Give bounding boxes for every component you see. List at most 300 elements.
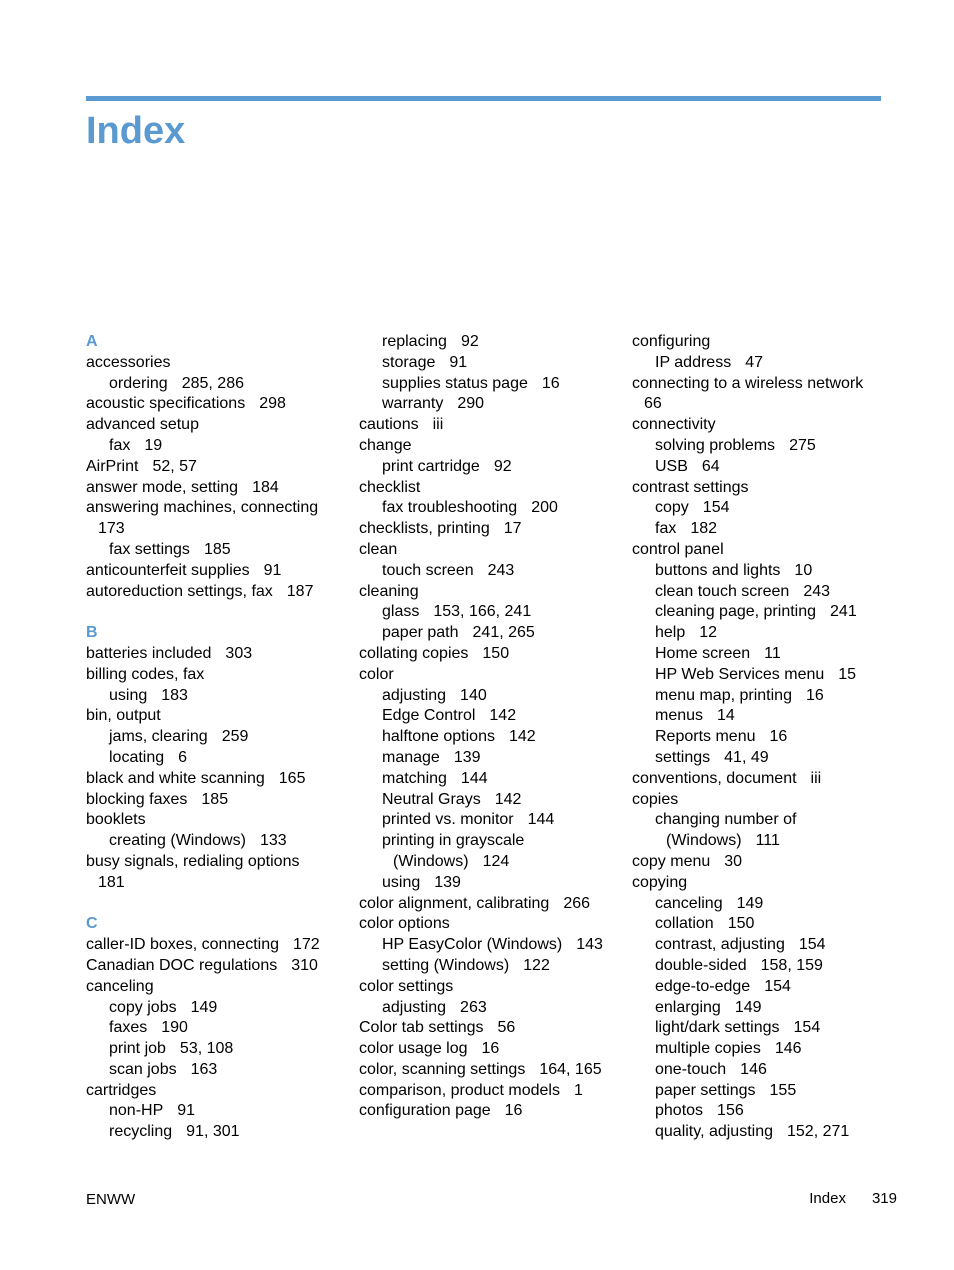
page-title: Index: [86, 110, 186, 152]
index-term: cartridges: [86, 1081, 157, 1099]
index-page-refs: 91: [263, 561, 282, 579]
index-entry: [359, 935, 621, 956]
index-term: caller-ID boxes, connecting: [86, 936, 279, 954]
index-entry: [86, 415, 348, 436]
index-page-refs: 16: [481, 1040, 500, 1058]
index-page-refs: 142: [489, 707, 517, 725]
index-term: accessories: [86, 353, 171, 371]
index-entry: [359, 602, 621, 623]
index-term: Canadian DOC regulations: [86, 956, 278, 974]
index-entry: [86, 561, 348, 582]
index-entry: [632, 478, 894, 499]
index-term: menu map, printing: [655, 686, 792, 704]
index-term: recycling: [109, 1123, 173, 1141]
index-term: using: [382, 873, 421, 891]
index-page-refs: 16: [805, 686, 824, 704]
index-term: adjusting: [382, 998, 447, 1016]
index-entry: [632, 582, 894, 603]
index-term: contrast, adjusting: [655, 936, 785, 954]
index-entry: [86, 956, 348, 977]
index-page-refs: 266: [563, 894, 591, 912]
index-entry: [359, 686, 621, 707]
index-entry: [86, 540, 348, 561]
index-term: canceling: [655, 894, 723, 912]
index-term: enlarging: [655, 998, 721, 1016]
index-entry: [86, 436, 348, 457]
index-entry: [86, 1081, 348, 1102]
index-entry: [632, 394, 894, 415]
index-entry: [86, 769, 348, 790]
index-page-refs: 16: [769, 728, 788, 746]
index-term: help: [655, 624, 686, 642]
index-entry: [86, 727, 348, 748]
index-entry: [86, 1101, 348, 1122]
index-page-refs: 91: [449, 353, 468, 371]
index-term: copy menu: [632, 852, 711, 870]
index-page-refs: 91: [177, 1102, 196, 1120]
index-section-letter: B: [86, 624, 98, 642]
index-page-refs: 164, 165: [539, 1060, 602, 1078]
index-entry: [632, 436, 894, 457]
index-term: checklist: [359, 478, 421, 496]
index-entry: [632, 1039, 894, 1060]
index-term: fax: [655, 520, 677, 538]
index-page-refs: 92: [460, 333, 479, 350]
index-entry: [632, 353, 894, 374]
index-page-refs: 165: [278, 769, 306, 787]
index-page-refs: 241: [830, 603, 857, 621]
index-page-refs: 172: [292, 936, 320, 954]
index-term: fax: [109, 436, 131, 454]
index-page-refs: 91, 301: [186, 1123, 240, 1141]
index-term: color options: [359, 915, 450, 933]
index-entry: [632, 561, 894, 582]
index-term: photos: [655, 1102, 704, 1120]
index-term: edge-to-edge: [655, 977, 751, 995]
index-term: print cartridge: [382, 457, 480, 475]
section-gap: [86, 894, 348, 915]
page-number: 319: [871, 1190, 897, 1207]
index-term: connectivity: [632, 416, 716, 434]
index-term: acoustic specifications: [86, 395, 246, 413]
index-term: manage: [382, 748, 440, 766]
index-page-refs: 139: [453, 748, 481, 766]
index-term: answering machines, connecting: [86, 499, 319, 517]
index-term: matching: [382, 769, 447, 787]
index-entry: [359, 623, 621, 644]
index-entry: [632, 1101, 894, 1122]
index-term: jams, clearing: [109, 728, 208, 746]
index-page-refs: 155: [769, 1081, 797, 1099]
index-page-refs: 146: [740, 1060, 767, 1078]
index-page-refs: 259: [221, 728, 249, 746]
index-term: billing codes, fax: [86, 665, 205, 683]
index-page-refs: 11: [764, 644, 781, 662]
index-term: color, scanning settings: [359, 1060, 526, 1078]
index-term: non-HP: [109, 1102, 164, 1120]
index-term: copy: [655, 499, 689, 517]
index-page-refs: 122: [523, 956, 550, 974]
index-entry: [86, 977, 348, 998]
footer-doc-code: ENWW: [86, 1191, 136, 1208]
index-page-refs: iii: [810, 769, 822, 787]
index-entry: [359, 374, 621, 395]
index-entry: [632, 374, 894, 395]
index-term: IP address: [655, 353, 732, 371]
index-page-refs: 156: [717, 1102, 744, 1120]
index-page-refs: 149: [734, 998, 762, 1016]
index-page-refs: 53, 108: [179, 1040, 234, 1058]
index-page-refs: 290: [457, 395, 485, 413]
index-term: Neutral Grays: [382, 790, 481, 808]
index-term: using: [109, 686, 148, 704]
index-term: advanced setup: [86, 416, 199, 434]
index-entry: [86, 998, 348, 1019]
index-entry: [86, 582, 348, 603]
index-term: cautions: [359, 416, 419, 434]
index-term: Reports menu: [655, 728, 756, 746]
index-term: autoreduction settings, fax: [86, 582, 273, 600]
index-term: AirPrint: [86, 457, 139, 475]
index-term: locating: [109, 748, 165, 766]
index-term: batteries included: [86, 644, 212, 662]
index-term: scan jobs: [109, 1060, 177, 1078]
index-term: clean touch screen: [655, 582, 790, 600]
index-entry: [86, 457, 348, 478]
index-term: solving problems: [655, 436, 776, 454]
index-page-refs: 14: [717, 707, 735, 725]
index-term: light/dark settings: [655, 1019, 780, 1037]
index-entry: [359, 790, 621, 811]
index-entry: [632, 540, 894, 561]
index-page-refs: 30: [724, 852, 743, 870]
index-term: cleaning: [359, 582, 419, 600]
index-entry: [632, 332, 894, 353]
index-page-refs: 243: [487, 561, 515, 579]
index-entry: [86, 394, 348, 415]
index-entry: [632, 956, 894, 977]
index-term: faxes: [109, 1019, 148, 1037]
index-entry: [632, 665, 894, 686]
index-page-refs: 185: [201, 790, 229, 808]
index-page-refs: 182: [690, 520, 718, 538]
index-entry: [632, 769, 894, 790]
index-term: comparison, product models: [359, 1081, 560, 1099]
index-term: anticounterfeit supplies: [86, 561, 250, 579]
index-term: copy jobs: [109, 998, 177, 1016]
index-entry: [632, 810, 894, 831]
section-gap: [86, 602, 348, 623]
index-term: quality, adjusting: [655, 1123, 773, 1141]
index-term: touch screen: [382, 561, 474, 579]
index-page-refs: 158, 159: [760, 956, 823, 974]
index-page-refs: 153, 166, 241: [433, 603, 532, 621]
index-term: copying: [632, 873, 688, 891]
index-term: collation: [655, 915, 714, 933]
index-entry: [359, 519, 621, 540]
index-term: Home screen: [655, 644, 751, 662]
index-entry: [359, 769, 621, 790]
index-entry: [632, 457, 894, 478]
index-term: 66: [644, 395, 662, 413]
index-page-refs: 16: [504, 1102, 523, 1120]
index-term: answer mode, setting: [86, 478, 239, 496]
index-page-refs: 15: [838, 665, 857, 683]
index-entry: [359, 956, 621, 977]
index-section-letter: A: [86, 333, 98, 350]
index-term: replacing: [382, 333, 447, 350]
index-term: collating copies: [359, 644, 469, 662]
index-page-refs: 303: [225, 644, 253, 662]
index-page-refs: 298: [259, 395, 286, 413]
index-page-refs: 10: [794, 561, 813, 579]
index-term: ordering: [109, 374, 168, 392]
index-page-refs: 200: [531, 499, 558, 517]
index-entry: [86, 519, 348, 540]
index-page-refs: 310: [291, 956, 318, 974]
index-page-refs: 16: [541, 374, 560, 392]
index-entry: [359, 332, 621, 353]
index-term: connecting to a wireless network: [632, 374, 864, 392]
index-page-refs: 142: [508, 728, 536, 746]
index-page-refs: 163: [190, 1060, 218, 1078]
index-entry: [359, 457, 621, 478]
index-page-refs: 190: [161, 1019, 188, 1037]
index-page-refs: 144: [460, 769, 488, 787]
index-entry: [359, 394, 621, 415]
index-term: storage: [382, 353, 436, 371]
index-entry: [359, 852, 621, 873]
index-term: color: [359, 665, 394, 683]
index-page-refs: 56: [497, 1019, 516, 1037]
index-page-refs: 149: [190, 998, 218, 1016]
index-page-refs: 12: [699, 624, 718, 642]
index-page-refs: 241, 265: [472, 624, 535, 642]
index-entry: [359, 1101, 621, 1122]
index-entry: [359, 561, 621, 582]
index-term: warranty: [382, 395, 444, 413]
index-entry: [632, 790, 894, 811]
index-entry: [86, 665, 348, 686]
index-entry: [86, 810, 348, 831]
index-entry: [86, 498, 348, 519]
index-term: clean: [359, 540, 398, 558]
index-entry: [359, 873, 621, 894]
index-entry: [86, 790, 348, 811]
index-page-refs: 143: [576, 936, 603, 954]
index-page-refs: 243: [803, 582, 831, 600]
index-entry: [632, 706, 894, 727]
index-term: Color tab settings: [359, 1019, 484, 1037]
index-page-refs: 275: [789, 436, 816, 454]
index-section-letter: C: [86, 915, 98, 933]
index-entry: [632, 686, 894, 707]
index-page-refs: 185: [203, 540, 231, 558]
index-entry: [86, 1039, 348, 1060]
index-term: canceling: [86, 977, 154, 995]
index-term: black and white scanning: [86, 769, 265, 787]
index-entry: [359, 1081, 621, 1102]
index-page-refs: 111: [755, 832, 780, 850]
index-entry: [632, 748, 894, 769]
index-term: buttons and lights: [655, 561, 781, 579]
index-entry: [632, 831, 894, 852]
index-term: checklists, printing: [359, 520, 490, 538]
index-term: configuring: [632, 333, 711, 350]
index-entry: [359, 353, 621, 374]
index-entry: [359, 644, 621, 665]
index-term: bin, output: [86, 707, 161, 725]
index-entry: [359, 998, 621, 1019]
index-page-refs: 146: [774, 1040, 802, 1058]
index-entry: [86, 1060, 348, 1081]
index-term: color usage log: [359, 1040, 468, 1058]
index-entry: [359, 498, 621, 519]
index-entry: [632, 935, 894, 956]
index-page-refs: 187: [286, 582, 314, 600]
index-page-refs: 124: [482, 852, 510, 870]
index-page-refs: 142: [494, 790, 522, 808]
index-page-refs: 140: [460, 686, 487, 704]
index-page-refs: 6: [178, 748, 188, 766]
index-entry: [86, 1122, 348, 1143]
index-entry: [359, 478, 621, 499]
index-entry: [86, 644, 348, 665]
index-term: contrast settings: [632, 478, 749, 496]
index-entry: [632, 998, 894, 1019]
index-page-refs: 184: [252, 478, 279, 496]
index-entry: [359, 415, 621, 436]
index-term: USB: [655, 457, 688, 475]
index-term: halftone options: [382, 728, 495, 746]
index-term: creating (Windows): [109, 832, 246, 850]
index-entry: [86, 1018, 348, 1039]
index-entry: [632, 727, 894, 748]
index-entry: [359, 748, 621, 769]
index-term: (Windows): [666, 832, 742, 850]
index-page-refs: 263: [460, 998, 487, 1016]
index-term: conventions, document: [632, 769, 797, 787]
index-entry: [86, 831, 348, 852]
index-entry: [632, 1081, 894, 1102]
index-term: paper settings: [655, 1081, 756, 1099]
index-entry: [632, 623, 894, 644]
index-term: supplies status page: [382, 374, 528, 392]
index-entry: [86, 873, 348, 894]
index-term: HP Web Services menu: [655, 665, 825, 683]
index-term: control panel: [632, 540, 724, 558]
index-page-refs: 1: [573, 1081, 583, 1099]
index-term: printing in grayscale: [382, 832, 525, 850]
index-entry: [359, 894, 621, 915]
index-term: print job: [109, 1040, 166, 1058]
index-page-refs: 183: [161, 686, 188, 704]
index-entry: [632, 1018, 894, 1039]
index-entry: [359, 727, 621, 748]
index-entry: [632, 602, 894, 623]
index-term: (Windows): [393, 852, 469, 870]
index-term: fax troubleshooting: [382, 499, 518, 517]
index-entry: [359, 1018, 621, 1039]
index-entry: [86, 353, 348, 374]
index-term: color alignment, calibrating: [359, 894, 550, 912]
footer-section: Index: [809, 1190, 846, 1207]
index-term: 181: [98, 873, 125, 891]
index-entry: [359, 706, 621, 727]
index-term: menus: [655, 707, 704, 725]
index-term: 173: [98, 520, 125, 538]
index-column-2: [359, 332, 621, 1122]
index-entry: [86, 686, 348, 707]
index-page-refs: 149: [736, 894, 764, 912]
index-entry: [359, 914, 621, 935]
index-term: changing number of: [655, 811, 797, 829]
index-term: cleaning page, printing: [655, 603, 817, 621]
index-entry: [359, 582, 621, 603]
index-entry: [632, 852, 894, 873]
index-page-refs: 150: [482, 644, 510, 662]
index-term: multiple copies: [655, 1040, 761, 1058]
title-rule: [86, 96, 881, 101]
index-term: color settings: [359, 977, 454, 995]
index-entry: [632, 415, 894, 436]
index-entry: [632, 498, 894, 519]
index-page-refs: iii: [432, 416, 444, 434]
index-term: Edge Control: [382, 707, 476, 725]
index-entry: [86, 748, 348, 769]
index-entry: [632, 1060, 894, 1081]
index-entry: [359, 540, 621, 561]
index-column-3: [632, 332, 894, 1143]
index-term: copies: [632, 790, 679, 808]
index-page-refs: 150: [727, 915, 755, 933]
index-entry: [359, 1039, 621, 1060]
index-entry: [86, 852, 348, 873]
index-page-refs: 19: [144, 436, 163, 454]
footer-page-info: [809, 1190, 897, 1208]
index-column-1: [86, 332, 348, 1143]
index-term: fax settings: [109, 540, 190, 558]
index-entry: [359, 810, 621, 831]
index-entry: [632, 873, 894, 894]
index-term: printed vs. monitor: [382, 811, 514, 829]
index-term: busy signals, redialing options: [86, 852, 300, 870]
index-page-refs: 41, 49: [724, 748, 769, 766]
index-entry: [86, 478, 348, 499]
index-entry: [632, 977, 894, 998]
index-entry: [632, 644, 894, 665]
index-page-refs: 154: [702, 499, 730, 517]
index-entry: [632, 894, 894, 915]
index-page-refs: 133: [259, 832, 287, 850]
index-term: HP EasyColor (Windows): [382, 936, 563, 954]
index-term: configuration page: [359, 1102, 491, 1120]
index-page-refs: 64: [701, 457, 720, 475]
index-entry: [359, 436, 621, 457]
index-entry: [359, 831, 621, 852]
index-term: double-sided: [655, 956, 747, 974]
index-page-refs: 17: [503, 520, 522, 538]
index-page-refs: 52, 57: [152, 457, 197, 475]
index-entry: [86, 374, 348, 395]
index-entry: [86, 935, 348, 956]
index-entry: [86, 706, 348, 727]
index-term: blocking faxes: [86, 790, 188, 808]
index-entry: [632, 519, 894, 540]
index-term: adjusting: [382, 686, 447, 704]
index-entry: [632, 1122, 894, 1143]
index-term: change: [359, 436, 412, 454]
